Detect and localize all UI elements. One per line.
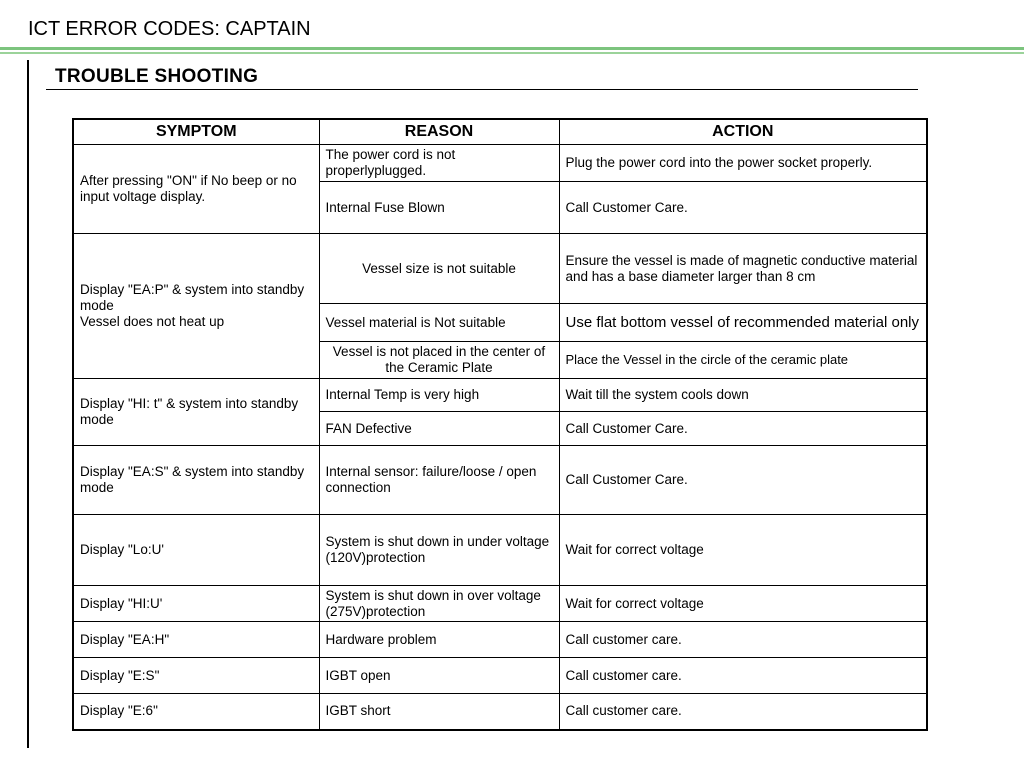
- symptom-cell: Display "HI:U': [73, 586, 319, 622]
- symptom-cell: Display "EA:H": [73, 622, 319, 658]
- header-symptom: SYMPTOM: [73, 119, 319, 145]
- table-row: [73, 586, 927, 622]
- symptom-cell: Display "E:S": [73, 658, 319, 694]
- action-cell: Ensure the vessel is made of magnetic conductive material and has a base diameter larger than 8 cm: [559, 234, 927, 304]
- reason-cell: Vessel is not placed in the center of the Ceramic Plate: [319, 342, 559, 379]
- symptom-cell: Display "HI: t" & system into standby mode: [73, 379, 319, 446]
- action-cell: Call Customer Care.: [559, 446, 927, 515]
- symptom-cell: Display "EA:S" & system into standby mode: [73, 446, 319, 515]
- action-cell: Wait for correct voltage: [559, 586, 927, 622]
- symptom-cell: After pressing "ON" if No beep or no input voltage display.: [73, 145, 319, 234]
- reason-cell: The power cord is not properlyplugged.: [319, 145, 559, 182]
- action-cell: Call customer care.: [559, 658, 927, 694]
- table-row: [73, 234, 927, 304]
- symptom-cell: Display "Lo:U': [73, 515, 319, 586]
- reason-cell: IGBT open: [319, 658, 559, 694]
- section-heading: TROUBLE SHOOTING: [55, 66, 259, 87]
- action-cell: Call Customer Care.: [559, 412, 927, 446]
- table-header-row: [73, 119, 927, 145]
- action-cell: Call customer care.: [559, 694, 927, 730]
- reason-cell: Internal Fuse Blown: [319, 182, 559, 234]
- section-heading-underline: [46, 89, 918, 90]
- left-margin-rule: [27, 60, 29, 748]
- table-row: [73, 379, 927, 412]
- title-underline-secondary: [0, 52, 1024, 54]
- table-row: [73, 515, 927, 586]
- reason-cell: Vessel size is not suitable: [319, 234, 559, 304]
- reason-cell: System is shut down in under voltage (120V)protection: [319, 515, 559, 586]
- table-row: [73, 622, 927, 658]
- symptom-cell: Display "E:6": [73, 694, 319, 730]
- symptom-line: Vessel does not heat up: [80, 314, 225, 329]
- reason-cell: Hardware problem: [319, 622, 559, 658]
- table-row: [73, 658, 927, 694]
- reason-cell: System is shut down in over voltage (275V)protection: [319, 586, 559, 622]
- reason-cell: Vessel material is Not suitable: [319, 304, 559, 342]
- action-cell: Wait till the system cools down: [559, 379, 927, 412]
- reason-cell: FAN Defective: [319, 412, 559, 446]
- title-underline-primary: [0, 47, 1024, 50]
- reason-cell: Internal Temp is very high: [319, 379, 559, 412]
- action-cell: Use flat bottom vessel of recommended material only: [559, 304, 927, 342]
- reason-cell: Internal sensor: failure/loose / open connection: [319, 446, 559, 515]
- header-action: ACTION: [559, 119, 927, 145]
- action-cell: Call customer care.: [559, 622, 927, 658]
- action-cell: Place the Vessel in the circle of the ceramic plate: [559, 342, 927, 379]
- symptom-line: Display "EA:P" & system into standby mode: [80, 282, 305, 313]
- action-cell: Wait for correct voltage: [559, 515, 927, 586]
- symptom-cell: [73, 234, 319, 379]
- action-cell: Plug the power cord into the power socket properly.: [559, 145, 927, 182]
- slide-title: ICT ERROR CODES: CAPTAIN: [28, 18, 311, 40]
- action-cell: Call Customer Care.: [559, 182, 927, 234]
- reason-cell: IGBT short: [319, 694, 559, 730]
- table-row: [73, 446, 927, 515]
- table-row: [73, 145, 927, 182]
- troubleshooting-table: [72, 118, 928, 731]
- header-reason: REASON: [319, 119, 559, 145]
- table-row: [73, 694, 927, 730]
